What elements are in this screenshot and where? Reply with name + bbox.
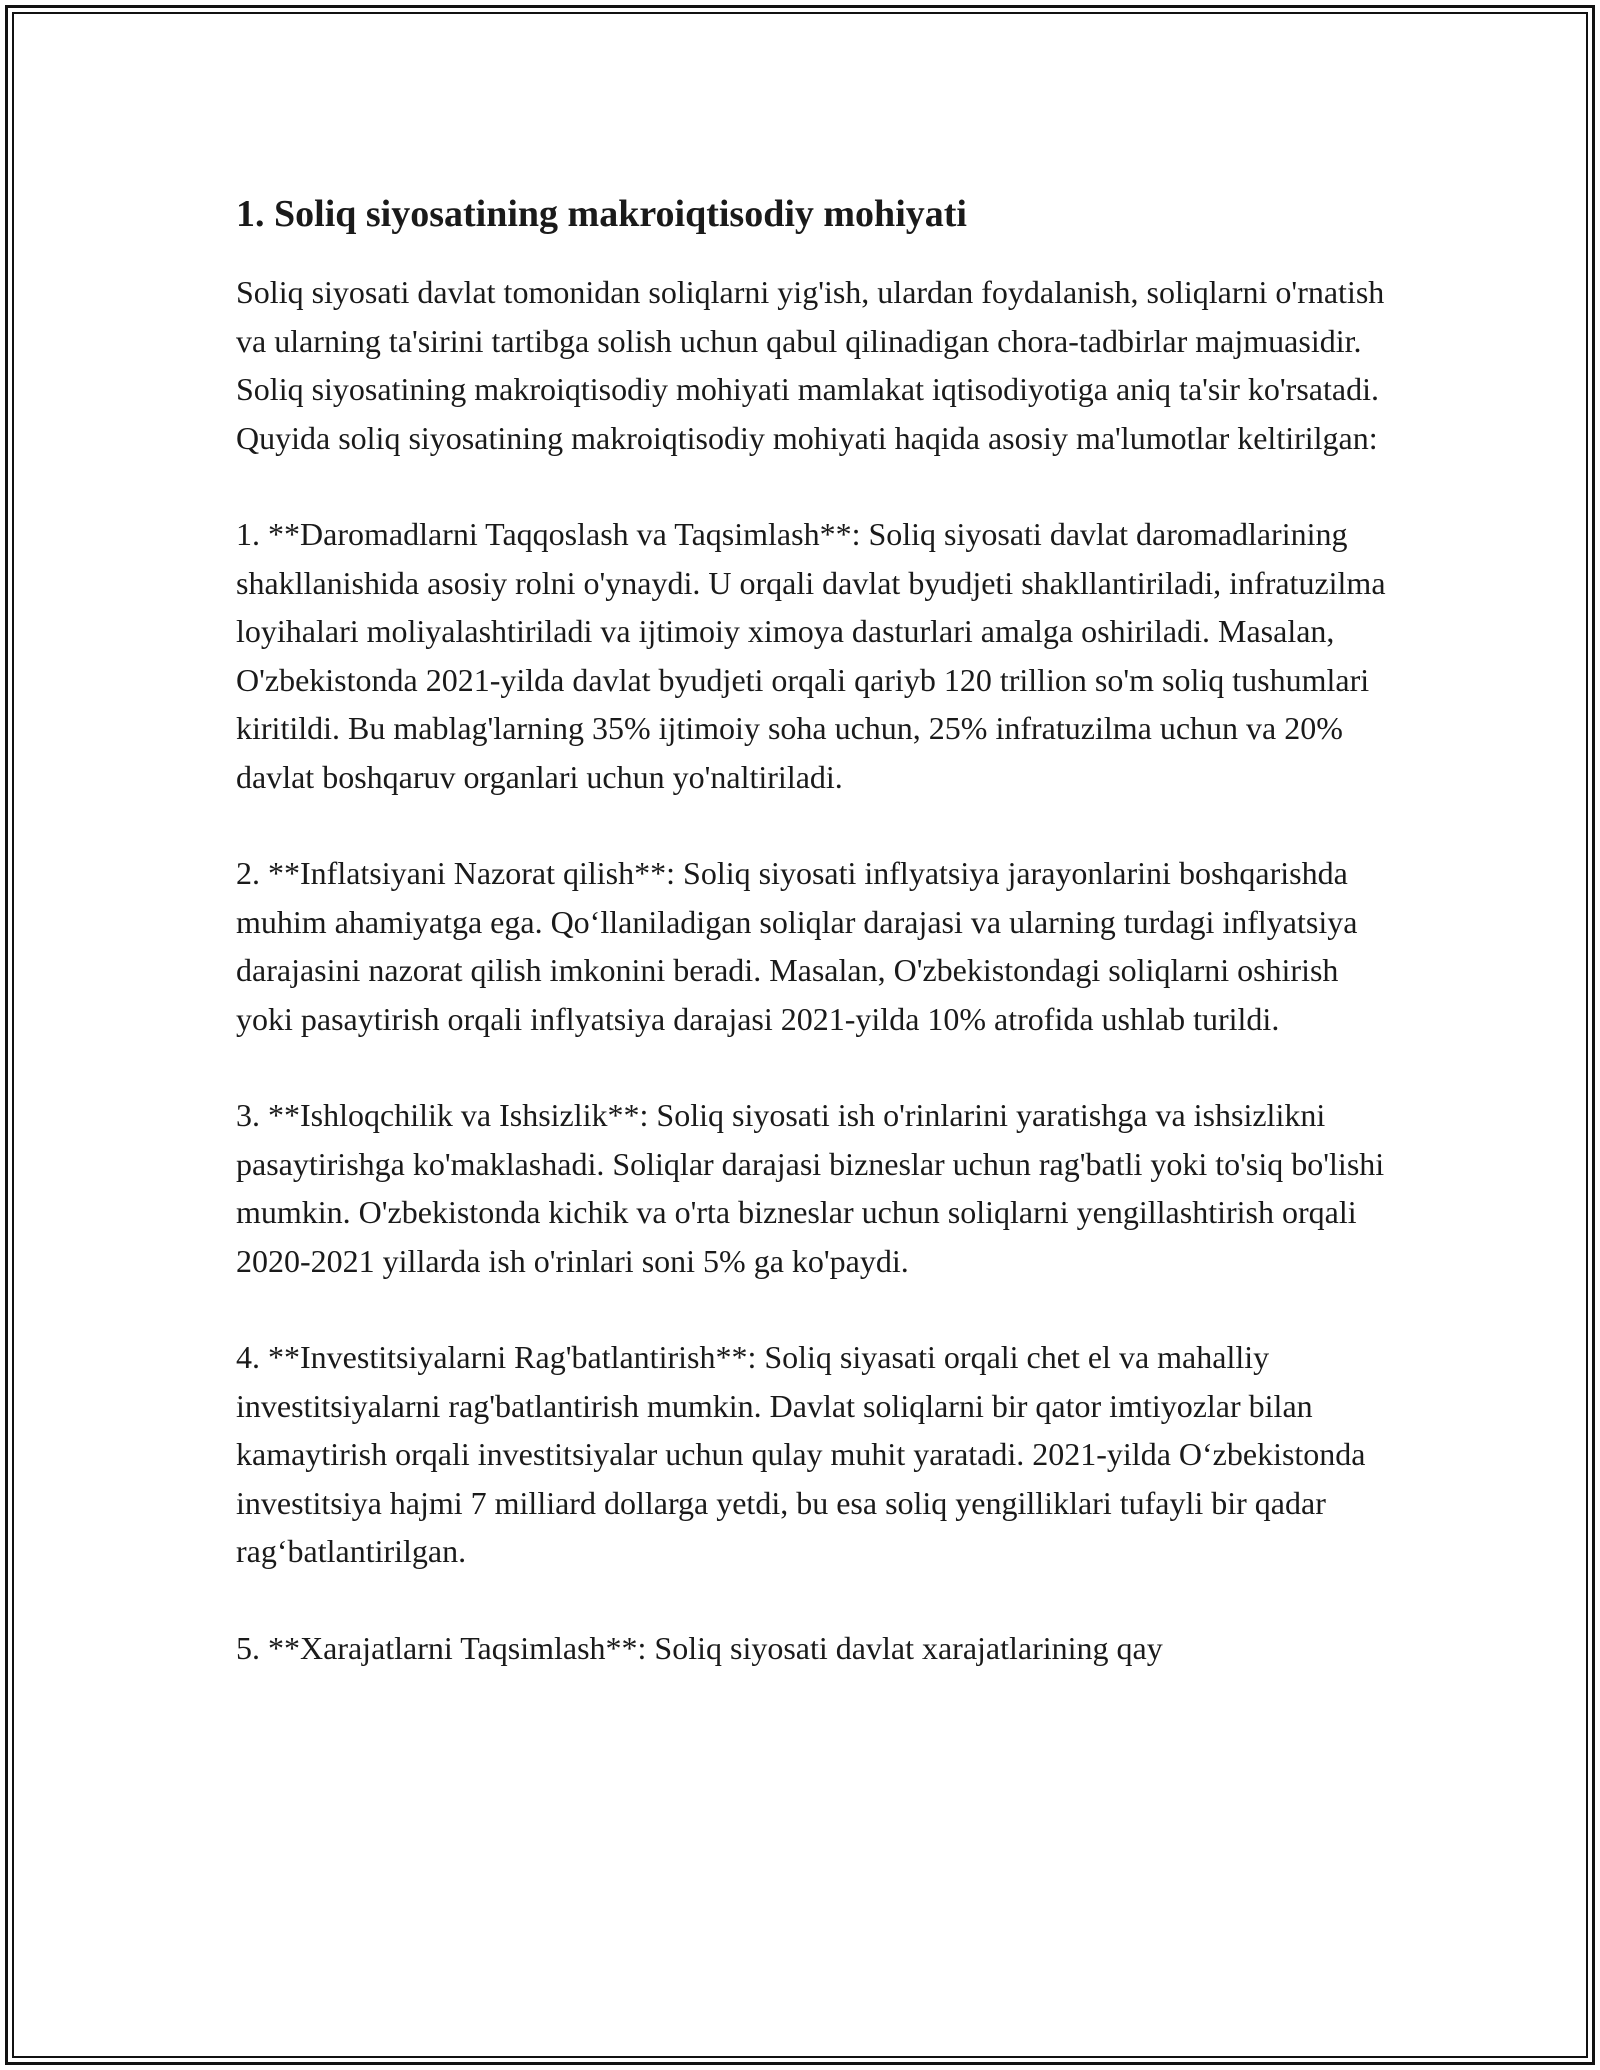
document-title: 1. Soliq siyosatining makroiqtisodiy mohiyati — [236, 193, 967, 235]
intro-paragraph: Soliq siyosati davlat tomonidan soliqlarni yig'ish, ulardan foydalanish, soliqlarni o'rnatish va ularning ta'sirini tartibga solish uchun qabul qilinadigan chora-tadbirlar majmuasidir. Soliq siyosatining makroiqtisodiy mohiyati mamlakat iqtisodiyotiga aniq ta'sir ko'rsatadi. Quyida soliq siyosatining makroiqtisodiy mohiyati haqida asosiy ma'lumotlar keltirilgan: — [236, 274, 1385, 456]
list-item-5: 5. **Xarajatlarni Taqsimlash**: Soliq siyosati davlat xarajatlarining qay — [236, 1629, 1163, 1666]
list-item-4: 4. **Investitsiyalarni Rag'batlantirish**: Soliq siyasati orqali chet el va mahalliy investitsiyalarni rag'batlantirish mumkin. Davlat soliqlarni bir qator imtiyozlar bilan kamaytirish orqali investitsiyalar uchun qulay muhit yaratadi. 2021-yilda O‘zbekistonda investitsiya hajmi 7 milliard dollarga yetdi, bu esa soliq yengilliklari tufayli bir qadar rag‘batlantirilgan. — [236, 1339, 1366, 1569]
list-item-2: 2. **Inflatsiyani Nazorat qilish**: Soliq siyosati inflyatsiya jarayonlarini boshqarishda muhim ahamiyatga ega. Qo‘llaniladigan soliqlar darajasi va ularning turdagi inflyatsiya darajasini nazorat qilish imkonini beradi. Masalan, O'zbekistondagi soliqlarni oshirish yoki pasaytirish orqali inflyatsiya darajasi 2021-yilda 10% atrofida ushlab turildi. — [236, 855, 1358, 1037]
document-body — [236, 186, 1386, 1720]
list-item-1: 1. **Daromadlarni Taqqoslash va Taqsimlash**: Soliq siyosati davlat daromadlarining shakllanishida asosiy rolni o'ynaydi. U orqali davlat byudjeti shakllantiriladi, infratuzilma loyihalari moliyalashtiriladi va ijtimoiy ximoya dasturlari amalga oshiriladi. Masalan, O'zbekistonda 2021-yilda davlat byudjeti orqali qariyb 120 trillion so'm soliq tushumlari kiritildi. Bu mablag'larning 35% ijtimoiy soha uchun, 25% infratuzilma uchun va 20% davlat boshqaruv organlari uchun yo'naltiriladi. — [236, 516, 1386, 795]
list-item-3: 3. **Ishloqchilik va Ishsizlik**: Soliq siyosati ish o'rinlarini yaratishga va ishsizlikni pasaytirishga ko'maklashadi. Soliqlar darajasi bizneslar uchun rag'batli yoki to'siq bo'lishi mumkin. O'zbekistonda kichik va o'rta bizneslar uchun soliqlarni yengillashtirish orqali 2020-2021 yillarda ish o'rinlari soni 5% ga ko'paydi. — [236, 1097, 1385, 1279]
